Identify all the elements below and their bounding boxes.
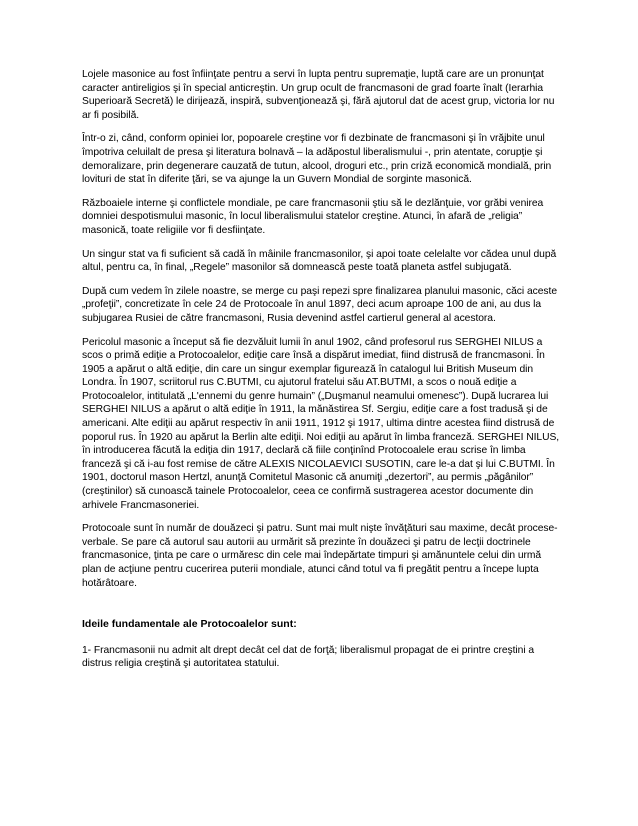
document-page — [82, 68, 562, 681]
paragraph-pericolul-masonic: Pericolul masonic a început să fie dezvăluit lumii în anul 1902, când profesorul rus SERGHEI NILUS a scos o primă ediţie a Protocoalelor, ediţie care însă a dispărut imediat, fiind distrusă de francmasoni. În 1905 a apărut o altă ediţie, din care un singur exemplar figurează în catalogul lui British Museum din Londra. În 1907, scriitorul rus C.BUTMI, cu ajutorul fratelui său AT.BUTMI, a scos o nouă ediţie a Protocoalelor, intitulată „L'ennemi du genre humain” („Duşmanul neamului omenesc”). După lucrarea lui SERGHEI NILUS a apărut o altă ediţie în 1911, la mănăstirea Sf. Sergiu, ediţie care a fost tradusă şi de americani. Alte ediţii au apărut respectiv în anii 1911, 1912 şi 1917, ultima dintre acestea fiind distrusă de poporul rus. În 1920 au apărut la Berlin alte ediţii. Noi ediţii au apărut în limba franceză. SERGHEI NILUS, în introducerea făcută la ediţia din 1917, declară că fiile conţinînd Protocoalele erau scrise în limba franceză şi că i-au fost remise de către ALEXIS NICOLAEVICI SUSOTIN, care le-a dat şi lui C.BUTMI. În 1901, doctorul mason Hertzl, anunţă Comitetul Masonic că anumiţi „dezertori”, au permis „păgânilor” (creştinilor) să cunoască tainele Protocoalelor, ceea ce confirmă sustragerea acestor documente din arhivele Francmasoneriei. — [82, 336, 560, 511]
section-heading: Ideile fundamentale ale Protocoalelor sunt: — [82, 618, 297, 631]
paragraph-lojele: Lojele masonice au fost înfiinţate pentru a servi în lupta pentru supremaţie, luptă care are un pronunţat caracter antireligios şi în special anticreştin. Un grup ocult de francmasoni de grad foarte înalt (Ierarhia Superioară Secretă) le dirijează, inspiră, subvenţionează şi, fără ajutorul dat de acest grup, victoria lor nu ar fi posibilă. — [82, 69, 555, 121]
paragraph-razboaiele: Războaiele interne şi conflictele mondiale, pe care francmasonii ştiu să le dezlănţuie, vor grăbi venirea domniei despotismului masonic, în locul liberalismului statelor creştine. Atunci, în afară de „religia” masonică, toate religiile vor fi desfiinţate. — [82, 197, 544, 236]
paragraph-protocoale: Protocoale sunt în număr de douăzeci şi patru. Sunt mai mult nişte învăţături sau maxime, decât procese-verbale. Se pare că autorul sau autorii au urmărit să prezinte în douăzeci şi patru de lecţii doctrinele francmasonice, ţinta pe care o urmăresc din cele mai îndepărtate timpuri şi amănuntele celui din urmă plan de acţiune pentru cucerirea puterii mondiale, atunci când totul va fi pregătit pentru a începe lupta hotărâtoare. — [82, 523, 558, 589]
paragraph-intr-o-zi: Într-o zi, când, conform opiniei lor, popoarele creştine vor fi dezbinate de francmasoni şi în vrăjbite unul împotriva celuilalt de presa şi literatura bolnavă – la adăpostul liberalismului -, prin atentate, corupţie şi demoralizare, prin degenerare cauzată de tutun, alcool, droguri etc., prin criză economică mondială, prin lovituri de stat în diferite ţări, se va ajunge la un Guvern Mondial de sorginte masonică. — [82, 133, 552, 186]
list-item: 1- Francmasonii nu admit alt drept decât cel dat de forţă; liberalismul propagat de ei printre creştini a distrus religia creştină şi autoritatea statului. — [82, 644, 535, 670]
paragraph-dupa-cum-vedem: După cum vedem în zilele noastre, se merge cu paşi repezi spre finalizarea planului masonic, căci aceste „profeţii”, concretizate în cele 24 de Protocoale în anul 1897, deci acum aproape 100 de ani, au dus la subjugarea Rusiei de către francmasoni, Rusia devenind astfel cartierul general al acestora. — [82, 285, 557, 324]
paragraph-un-singur-stat: Un singur stat va fi suficient să cadă în mâinile francmasonilor, şi apoi toate celelalte vor cădea unul după altul, pentru ca, în final, „Regele” masonilor să domnească peste toată planeta astfel subjugată. — [82, 248, 557, 274]
